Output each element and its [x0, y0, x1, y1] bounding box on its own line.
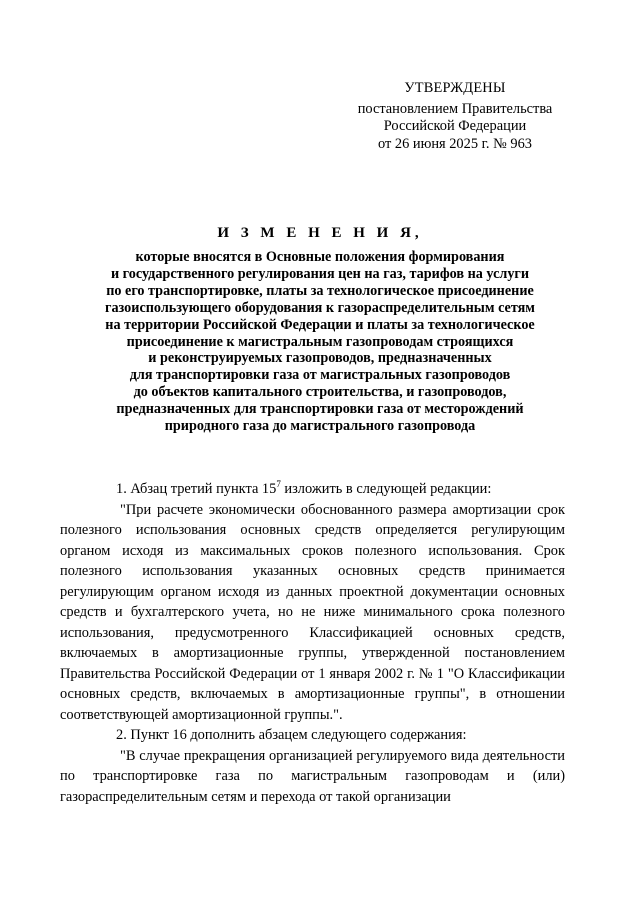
approval-line: Российской Федерации: [383, 118, 527, 135]
heading-line: на территории Российской Федерации и платы за технологическое: [105, 316, 535, 333]
heading-line: и реконструируемых газопроводов, предназначенных: [148, 350, 492, 367]
heading-line: и государственного регулирования цен на газ, тарифов на услуги: [110, 265, 530, 282]
document-body: [60, 479, 565, 807]
heading-line: по его транспортировке, платы за технологическое присоединение: [106, 282, 534, 299]
item-2-quote: "В случае прекращения организацией регулируемого вида деятельности по транспортировке газа по магистральным газопроводам и (или) газораспределительным сетям и перехода от такой организации: [60, 747, 565, 805]
approval-line: постановлением Правительства: [357, 100, 553, 117]
item-1-intro: [60, 479, 565, 500]
approval-block: [330, 80, 580, 153]
heading-line: до объектов капитального строительства, и газопроводов,: [133, 384, 507, 401]
document-heading: [60, 225, 580, 435]
heading-line: природного газа до магистрального газопровода: [164, 418, 476, 435]
item-1-quote: "При расчете экономически обоснованного размера амортизации срок полезного использования основных средств определяется регулирующим органом исходя из максимальных сроков полезного использования. Срок полезного использования указанных основных средств принимается регулирующим органом исходя из данных проектной документации основных средств и бухгалтерского учета, но не ниже минимального срока полезного использования, предусмотренного Классификацией основных средств, включаемых в амортизационные группы, утвержденной постановлением Правительства Российской Федерации от 1 января 2002 г. № 1 "О Классификации основных средств, включаемых в амортизационные группы", в отношении соответствующей амортизационной группы.".: [60, 501, 565, 723]
item-1-intro-tail: изложить в следующей редакции:: [280, 481, 492, 497]
item-1-superscript: 7: [276, 479, 281, 489]
heading-line: присоединение к магистральным газопроводам строящихся: [126, 333, 514, 350]
item-2-intro: 2. Пункт 16 дополнить абзацем следующего содержания:: [116, 727, 467, 743]
approval-line: от 26 июня 2025 г. № 963: [377, 135, 533, 152]
heading-line: газоиспользующего оборудования к газораспределительным сетям: [105, 299, 535, 316]
item-1-intro-text: 1. Абзац третий пункта 15: [116, 481, 277, 497]
document-title: И З М Е Н Е Н И Я,: [217, 225, 423, 241]
heading-line: предназначенных для транспортировки газа от месторождений: [116, 401, 524, 418]
heading-line: для транспортировки газа от магистральных газопроводов: [129, 367, 511, 384]
heading-line: которые вносятся в Основные положения формирования: [135, 249, 505, 265]
approval-stamp: УТВЕРЖДЕНЫ: [404, 80, 506, 96]
